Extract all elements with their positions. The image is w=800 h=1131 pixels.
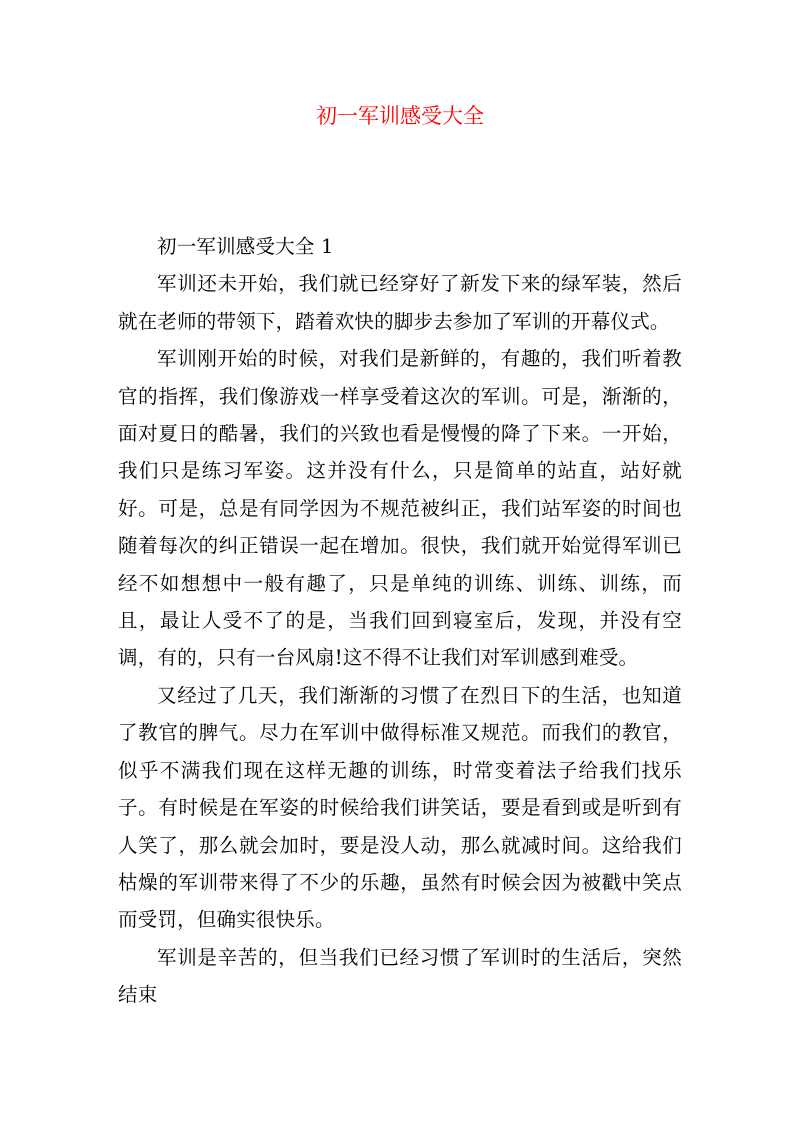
- paragraph: 军训还未开始，我们就已经穿好了新发下来的绿军装，然后就在老师的带领下，踏着欢快的脚步去参加了军训的开幕仪式。: [118, 272, 682, 333]
- section-heading: 初一军训感受大全 1: [157, 235, 334, 258]
- document-body: [118, 228, 682, 1014]
- paragraph: 又经过了几天，我们渐渐的习惯了在烈日下的生活，也知道了教官的脾气。尽力在军训中做得标准又规范。而我们的教官，似乎不满我们现在这样无趣的训练，时常变着法子给我们找乐子。有时候是在军姿的时候给我们讲笑话，要是看到或是听到有人笑了，那么就会加时，要是没人动，那么就减时间。这给我们枯燥的军训带来得了不少的乐趣，虽然有时候会因为被戳中笑点而受罚，但确实很快乐。: [118, 683, 682, 932]
- document-title: 初一军训感受大全: [316, 104, 484, 128]
- paragraph: 军训是辛苦的，但当我们已经习惯了军训时的生活后，突然结束: [118, 945, 682, 1007]
- paragraph: 军训刚开始的时候，对我们是新鲜的，有趣的，我们听着教官的指挥，我们像游戏一样享受着这次的军训。可是，渐渐的，面对夏日的酷暑，我们的兴致也看是慢慢的降了下来。一开始，我们只是练习军姿。这并没有什么，只是简单的站直，站好就好。可是，总是有同学因为不规范被纠正，我们站军姿的时间也随着每次的纠正错误一起在增加。很快，我们就开始觉得军训已经不如想想中一般有趣了，只是单纯的训练、训练、训练，而且，最让人受不了的是，当我们回到寝室后，发现，并没有空调，有的，只有一台风扇!这不得不让我们对军训感到难受。: [118, 347, 682, 670]
